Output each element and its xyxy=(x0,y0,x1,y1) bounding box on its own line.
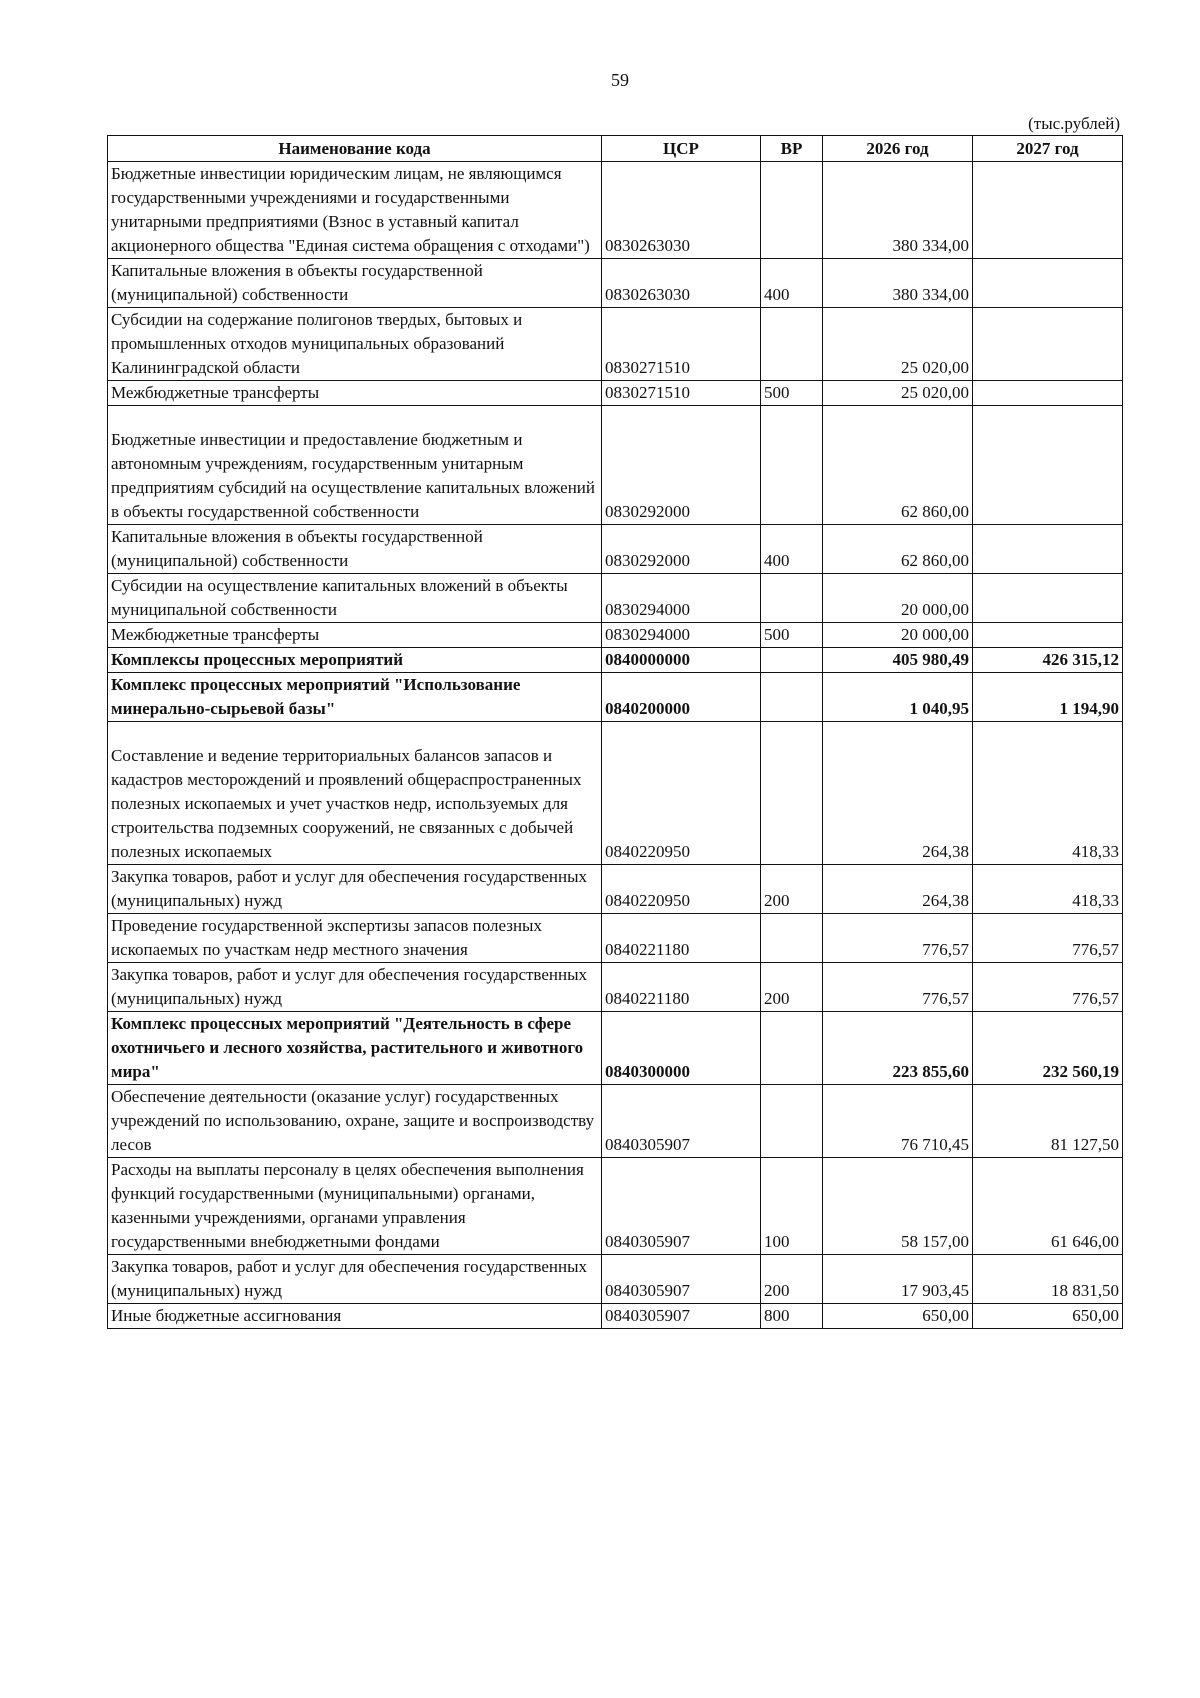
row-csr: 0840300000 xyxy=(602,1012,761,1085)
row-2027 xyxy=(973,525,1123,574)
table-row-section xyxy=(108,673,1123,722)
row-2027 xyxy=(973,574,1123,623)
row-2027: 18 831,50 xyxy=(973,1255,1123,1304)
row-vr xyxy=(761,648,823,673)
row-vr: 400 xyxy=(761,525,823,574)
row-name: Обеспечение деятельности (оказание услуг) государственных учреждений по использованию, охране, защите и воспроизводству лесов xyxy=(108,1085,602,1158)
row-2026: 264,38 xyxy=(823,865,973,914)
row-vr xyxy=(761,914,823,963)
row-name: Проведение государственной экспертизы запасов полезных ископаемых по участкам недр местного значения xyxy=(108,914,602,963)
table-row xyxy=(108,162,1123,259)
row-2026: 1 040,95 xyxy=(823,673,973,722)
row-2026: 25 020,00 xyxy=(823,308,973,381)
row-vr xyxy=(761,406,823,525)
table-row-section xyxy=(108,1012,1123,1085)
table-row xyxy=(108,259,1123,308)
row-2027: 650,00 xyxy=(973,1304,1123,1329)
row-2027: 418,33 xyxy=(973,865,1123,914)
row-2026: 650,00 xyxy=(823,1304,973,1329)
row-csr: 0840221180 xyxy=(602,914,761,963)
row-csr: 0840305907 xyxy=(602,1158,761,1255)
row-vr: 200 xyxy=(761,963,823,1012)
row-name: Бюджетные инвестиции и предоставление бюджетным и автономным учреждениям, государственным унитарным предприятиям субсидий на осуществление капитальных вложений в объекты государственной собственности xyxy=(108,406,602,525)
row-vr: 500 xyxy=(761,381,823,406)
row-2026: 58 157,00 xyxy=(823,1158,973,1255)
units-label: (тыс.рублей) xyxy=(1028,114,1120,133)
table-row-section xyxy=(108,648,1123,673)
row-2027: 61 646,00 xyxy=(973,1158,1123,1255)
row-vr xyxy=(761,162,823,259)
row-vr xyxy=(761,574,823,623)
table-row xyxy=(108,574,1123,623)
row-name: Субсидии на содержание полигонов твердых, бытовых и промышленных отходов муниципальных образований Калининградской области xyxy=(108,308,602,381)
row-vr: 100 xyxy=(761,1158,823,1255)
table-row xyxy=(108,963,1123,1012)
table-row xyxy=(108,308,1123,381)
row-csr: 0840000000 xyxy=(602,648,761,673)
row-name: Межбюджетные трансферты xyxy=(108,381,602,406)
table-row xyxy=(108,1158,1123,1255)
row-2026: 20 000,00 xyxy=(823,623,973,648)
table-row xyxy=(108,406,1123,525)
row-vr xyxy=(761,1012,823,1085)
row-name: Составление и ведение территориальных балансов запасов и кадастров месторождений и проявлений общераспространенных полезных ископаемых и учет участков недр, используемых для строительства подземных сооружений, не связанных с добычей полезных ископаемых xyxy=(108,722,602,865)
row-csr: 0840305907 xyxy=(602,1085,761,1158)
row-2027 xyxy=(973,162,1123,259)
row-vr xyxy=(761,308,823,381)
table-row xyxy=(108,865,1123,914)
row-2026: 17 903,45 xyxy=(823,1255,973,1304)
row-2027: 418,33 xyxy=(973,722,1123,865)
table-row xyxy=(108,525,1123,574)
row-name: Закупка товаров, работ и услуг для обеспечения государственных (муниципальных) нужд xyxy=(108,865,602,914)
row-name: Комплекс процессных мероприятий "Использование минерально-сырьевой базы" xyxy=(108,673,602,722)
table-row xyxy=(108,722,1123,865)
page-number: 59 xyxy=(611,70,629,90)
row-2026: 25 020,00 xyxy=(823,381,973,406)
row-2026: 380 334,00 xyxy=(823,162,973,259)
row-vr: 800 xyxy=(761,1304,823,1329)
row-csr: 0840305907 xyxy=(602,1304,761,1329)
row-name: Комплекс процессных мероприятий "Деятельность в сфере охотничьего и лесного хозяйства, растительного и животного мира" xyxy=(108,1012,602,1085)
header-csr: ЦСР xyxy=(602,136,761,162)
header-2027: 2027 год xyxy=(973,136,1123,162)
row-2026: 264,38 xyxy=(823,722,973,865)
row-2027 xyxy=(973,623,1123,648)
row-vr: 500 xyxy=(761,623,823,648)
row-csr: 0840305907 xyxy=(602,1255,761,1304)
row-name: Бюджетные инвестиции юридическим лицам, не являющимся государственными учреждениями и государственными унитарными предприятиями (Взнос в уставный капитал акционерного общества "Единая система обращения с отходами") xyxy=(108,162,602,259)
row-csr: 0840200000 xyxy=(602,673,761,722)
row-csr: 0840221180 xyxy=(602,963,761,1012)
row-csr: 0840220950 xyxy=(602,865,761,914)
row-2026: 20 000,00 xyxy=(823,574,973,623)
row-2026: 76 710,45 xyxy=(823,1085,973,1158)
row-name: Межбюджетные трансферты xyxy=(108,623,602,648)
row-2027 xyxy=(973,259,1123,308)
header-2026: 2026 год xyxy=(823,136,973,162)
row-vr xyxy=(761,673,823,722)
row-2026: 380 334,00 xyxy=(823,259,973,308)
row-2027: 1 194,90 xyxy=(973,673,1123,722)
table-header-row xyxy=(108,136,1123,162)
row-name: Расходы на выплаты персоналу в целях обеспечения выполнения функций государственными (муниципальными) органами, казенными учреждениями, органами управления государственными внебюджетными фондами xyxy=(108,1158,602,1255)
table-row xyxy=(108,1085,1123,1158)
row-2027: 776,57 xyxy=(973,914,1123,963)
row-name: Иные бюджетные ассигнования xyxy=(108,1304,602,1329)
row-name: Комплексы процессных мероприятий xyxy=(108,648,602,673)
table-row xyxy=(108,623,1123,648)
header-vr: ВР xyxy=(761,136,823,162)
row-csr: 0830263030 xyxy=(602,162,761,259)
row-2026: 223 855,60 xyxy=(823,1012,973,1085)
row-csr: 0830292000 xyxy=(602,406,761,525)
table-row xyxy=(108,1304,1123,1329)
table-row xyxy=(108,914,1123,963)
row-name: Капитальные вложения в объекты государственной (муниципальной) собственности xyxy=(108,259,602,308)
row-2027 xyxy=(973,308,1123,381)
row-name: Закупка товаров, работ и услуг для обеспечения государственных (муниципальных) нужд xyxy=(108,963,602,1012)
row-2027: 232 560,19 xyxy=(973,1012,1123,1085)
row-csr: 0830294000 xyxy=(602,574,761,623)
row-vr: 200 xyxy=(761,865,823,914)
row-2027 xyxy=(973,406,1123,525)
row-csr: 0830271510 xyxy=(602,308,761,381)
row-2027: 426 315,12 xyxy=(973,648,1123,673)
row-2026: 405 980,49 xyxy=(823,648,973,673)
row-vr: 200 xyxy=(761,1255,823,1304)
row-2026: 62 860,00 xyxy=(823,525,973,574)
row-vr: 400 xyxy=(761,259,823,308)
row-name: Закупка товаров, работ и услуг для обеспечения государственных (муниципальных) нужд xyxy=(108,1255,602,1304)
row-name: Субсидии на осуществление капитальных вложений в объекты муниципальной собственности xyxy=(108,574,602,623)
row-csr: 0830292000 xyxy=(602,525,761,574)
row-2027: 81 127,50 xyxy=(973,1085,1123,1158)
row-2026: 776,57 xyxy=(823,963,973,1012)
row-vr xyxy=(761,722,823,865)
row-csr: 0830263030 xyxy=(602,259,761,308)
row-csr: 0830294000 xyxy=(602,623,761,648)
table-row xyxy=(108,1255,1123,1304)
row-csr: 0830271510 xyxy=(602,381,761,406)
row-2026: 776,57 xyxy=(823,914,973,963)
budget-table xyxy=(107,135,1123,1329)
row-2027 xyxy=(973,381,1123,406)
row-vr xyxy=(761,1085,823,1158)
row-csr: 0840220950 xyxy=(602,722,761,865)
row-name: Капитальные вложения в объекты государственной (муниципальной) собственности xyxy=(108,525,602,574)
table-row xyxy=(108,381,1123,406)
row-2026: 62 860,00 xyxy=(823,406,973,525)
row-2027: 776,57 xyxy=(973,963,1123,1012)
header-name: Наименование кода xyxy=(108,136,602,162)
